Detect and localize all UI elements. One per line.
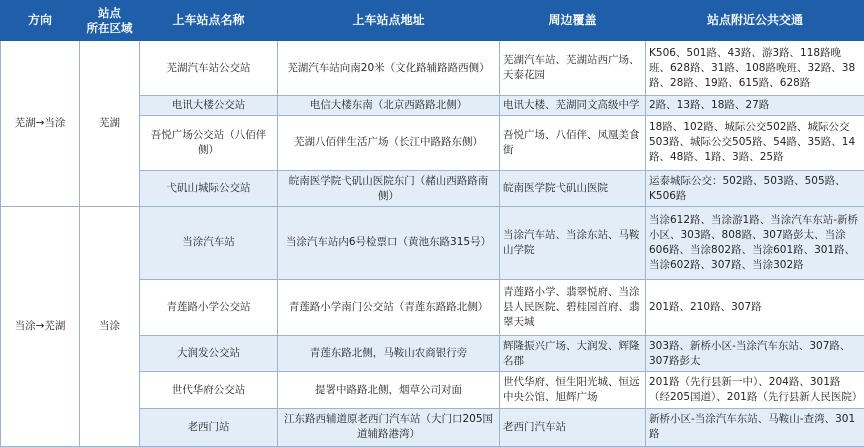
header-stop-name: 上车站点名称	[140, 1, 278, 41]
transit-cell: K506、501路、43路、游3路、118路晚班、628路、31路、108路晚班、32路、38路、28路、19路、615路、628路	[646, 41, 864, 96]
coverage-cell: 辉隆振兴广场、大润发、辉隆名郡	[500, 336, 646, 372]
stop-address-cell: 芜湖八佰伴生活广场（长江中路路东侧）	[278, 115, 500, 170]
coverage-cell: 青莲路小学、翡翠悦府、当涂县人民医院、碧桂园首府、翡翠天城	[500, 279, 646, 335]
direction-cell: 当涂→芜湖	[1, 207, 80, 447]
stop-address-cell: 青莲路小学南门公交站（青莲东路路北侧）	[278, 279, 500, 335]
transit-cell: 18路、102路、城际公交502路、城际公交503路、城际公交505路、54路、35路、14路、48路、1路、3路、25路	[646, 115, 864, 170]
coverage-cell: 老西门汽车站	[500, 408, 646, 446]
transit-cell: 201路、210路、307路	[646, 279, 864, 335]
header-direction: 方向	[1, 1, 80, 41]
header-coverage: 周边覆盖	[500, 1, 646, 41]
stop-name-cell: 弋矶山城际公交站	[140, 170, 278, 206]
transit-cell: 303路、新桥小区-当涂汽车东站、307路、307路彭太	[646, 336, 864, 372]
header-area-line1: 站点	[98, 5, 121, 20]
transit-cell: 当涂612路、当涂游1路、当涂汽车东站-新桥小区、303路、808路、307路彭太、当涂606路、当涂802路、当涂601路、301路、当涂602路、307路、当涂302路	[646, 207, 864, 280]
transit-cell: 2路、13路、18路、27路	[646, 96, 864, 115]
coverage-cell: 当涂汽车站、当涂东站、马鞍山学院	[500, 207, 646, 280]
stop-name-cell: 老西门站	[140, 408, 278, 446]
coverage-cell: 吾悦广场、八佰伴、凤凰美食街	[500, 115, 646, 170]
stop-name-cell: 青莲路小学公交站	[140, 279, 278, 335]
stop-name-cell: 世代华府公交站	[140, 372, 278, 408]
header-area	[80, 1, 140, 41]
stop-address-cell: 青莲东路北侧，马鞍山农商银行旁	[278, 336, 500, 372]
stop-address-cell: 当涂汽车站内6号检票口（黄池东路315号）	[278, 207, 500, 280]
coverage-cell: 世代华府、恒生阳光城、恒远中央公馆、旭辉广场	[500, 372, 646, 408]
transit-cell: 201路（先行县新一中）、204路、301路（经205国道）、201路（先行县新人民医院）	[646, 372, 864, 408]
stop-name-cell: 吾悦广场公交站（八佰伴侧）	[140, 115, 278, 170]
stop-name-cell: 芜湖汽车站公交站	[140, 41, 278, 96]
area-cell: 芜湖	[80, 41, 140, 207]
stop-name-cell: 电讯大楼公交站	[140, 96, 278, 115]
header-transit: 站点附近公共交通	[646, 1, 864, 41]
stop-address-cell: 芜湖汽车站向南20米（文化路辅路路西侧）	[278, 41, 500, 96]
transit-cell: 新桥小区-当涂汽车东站、马鞍山-查湾、301路	[646, 408, 864, 446]
stop-name-cell: 当涂汽车站	[140, 207, 278, 280]
coverage-cell: 电讯大楼、芜湖同文高级中学	[500, 96, 646, 115]
table-row	[1, 207, 864, 280]
stop-address-cell: 皖南医学院弋矶山医院东门（赭山西路路南侧）	[278, 170, 500, 206]
area-cell: 当涂	[80, 207, 140, 447]
coverage-cell: 芜湖汽车站、芜湖站西广场、天泰花园	[500, 41, 646, 96]
direction-cell: 芜湖→当涂	[1, 41, 80, 207]
stop-address-cell: 江东路西辅道原老西门汽车站（大门口205国道辅路港湾）	[278, 408, 500, 446]
stop-address-cell: 电信大楼东南（北京西路路北侧）	[278, 96, 500, 115]
transit-cell: 运泰城际公交：502路、503路、505路、K506路	[646, 170, 864, 206]
coverage-cell: 皖南医学院弋矶山医院	[500, 170, 646, 206]
stop-name-cell: 大润发公交站	[140, 336, 278, 372]
header-stop-address: 上车站点地址	[278, 1, 500, 41]
header-row	[1, 1, 864, 41]
table-row	[1, 41, 864, 96]
header-area-line2: 所在区域	[86, 20, 133, 35]
stop-address-cell: 提署中路路北侧，烟草公司对面	[278, 372, 500, 408]
